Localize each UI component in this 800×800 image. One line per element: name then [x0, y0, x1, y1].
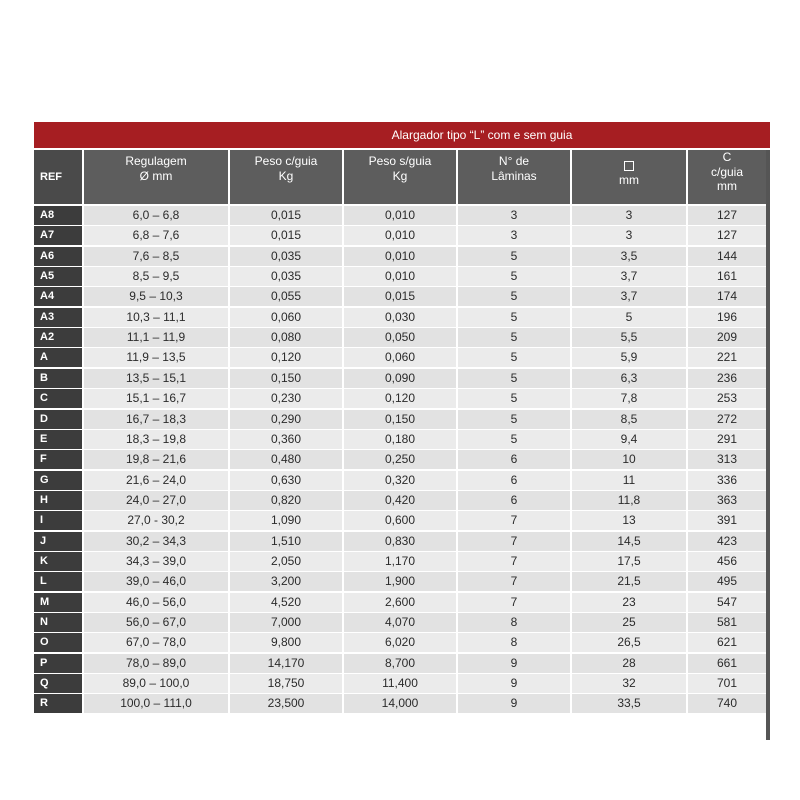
ref-cell: Q — [34, 674, 82, 693]
table-row — [34, 287, 770, 306]
ref-cell: K — [34, 552, 82, 571]
laminas-cell: 7 — [458, 552, 570, 571]
peso-com-guia-cell: 0,290 — [230, 410, 342, 429]
table-row — [34, 593, 770, 612]
square-outline-icon — [572, 158, 686, 173]
quadrado-cell: 5,9 — [572, 348, 686, 367]
quadrado-cell: 13 — [572, 511, 686, 530]
ref-cell: A — [34, 348, 82, 367]
table-row — [34, 654, 770, 673]
quadrado-cell: 28 — [572, 654, 686, 673]
peso-com-guia-cell: 23,500 — [230, 694, 342, 713]
ref-cell: L — [34, 572, 82, 591]
regulagem-cell: 18,3 – 19,8 — [84, 430, 228, 449]
c-guia-cell: 661 — [688, 654, 766, 673]
ref-cell: I — [34, 511, 82, 530]
table-row — [34, 674, 770, 693]
header-c-line3: mm — [717, 179, 737, 193]
table-row — [34, 613, 770, 632]
header-c — [688, 150, 766, 204]
peso-sem-guia-cell: 0,010 — [344, 206, 456, 225]
peso-sem-guia-cell: 14,000 — [344, 694, 456, 713]
laminas-cell: 6 — [458, 491, 570, 510]
table-row — [34, 369, 770, 388]
laminas-cell: 5 — [458, 389, 570, 408]
quadrado-cell: 33,5 — [572, 694, 686, 713]
peso-sem-guia-cell: 8,700 — [344, 654, 456, 673]
peso-com-guia-cell: 14,170 — [230, 654, 342, 673]
quadrado-cell: 25 — [572, 613, 686, 632]
table-row — [34, 430, 770, 449]
ref-cell: A8 — [34, 206, 82, 225]
table-row — [34, 267, 770, 286]
laminas-cell: 5 — [458, 328, 570, 347]
peso-com-guia-cell: 0,360 — [230, 430, 342, 449]
peso-com-guia-cell: 9,800 — [230, 633, 342, 652]
c-guia-cell: 423 — [688, 532, 766, 551]
peso-com-guia-cell: 1,090 — [230, 511, 342, 530]
laminas-cell: 5 — [458, 267, 570, 286]
peso-com-guia-cell: 0,060 — [230, 308, 342, 327]
quadrado-cell: 6,3 — [572, 369, 686, 388]
ref-cell: J — [34, 532, 82, 551]
quadrado-cell: 21,5 — [572, 572, 686, 591]
c-guia-cell: 313 — [688, 450, 766, 469]
header-quadrado-unit: mm — [619, 172, 639, 187]
regulagem-cell: 78,0 – 89,0 — [84, 654, 228, 673]
c-guia-cell: 363 — [688, 491, 766, 510]
regulagem-cell: 6,8 – 7,6 — [84, 226, 228, 245]
peso-sem-guia-cell: 11,400 — [344, 674, 456, 693]
ref-cell: G — [34, 471, 82, 490]
quadrado-cell: 17,5 — [572, 552, 686, 571]
header-regulagem-line2: Ø mm — [139, 168, 173, 183]
peso-sem-guia-cell: 0,010 — [344, 247, 456, 266]
regulagem-cell: 34,3 – 39,0 — [84, 552, 228, 571]
c-guia-cell: 253 — [688, 389, 766, 408]
regulagem-cell: 16,7 – 18,3 — [84, 410, 228, 429]
header-peso-sem-line2: Kg — [392, 168, 408, 183]
quadrado-cell: 5 — [572, 308, 686, 327]
laminas-cell: 5 — [458, 430, 570, 449]
header-regulagem — [84, 150, 228, 204]
quadrado-cell: 3 — [572, 226, 686, 245]
table-row — [34, 552, 770, 571]
c-guia-cell: 740 — [688, 694, 766, 713]
ref-cell: R — [34, 694, 82, 713]
regulagem-cell: 30,2 – 34,3 — [84, 532, 228, 551]
c-guia-cell: 127 — [688, 206, 766, 225]
ref-cell: A7 — [34, 226, 82, 245]
peso-sem-guia-cell: 0,830 — [344, 532, 456, 551]
header-c-line2: c/guia — [710, 164, 744, 179]
peso-sem-guia-cell: 2,600 — [344, 593, 456, 612]
peso-com-guia-cell: 0,120 — [230, 348, 342, 367]
laminas-cell: 9 — [458, 674, 570, 693]
laminas-cell: 8 — [458, 613, 570, 632]
peso-com-guia-cell: 0,055 — [230, 287, 342, 306]
peso-sem-guia-cell: 0,060 — [344, 348, 456, 367]
ref-cell: H — [34, 491, 82, 510]
regulagem-cell: 9,5 – 10,3 — [84, 287, 228, 306]
header-quadrado — [572, 150, 686, 204]
c-guia-cell: 272 — [688, 410, 766, 429]
laminas-cell: 6 — [458, 450, 570, 469]
ref-cell: P — [34, 654, 82, 673]
laminas-cell: 5 — [458, 287, 570, 306]
peso-com-guia-cell: 0,035 — [230, 267, 342, 286]
c-guia-cell: 209 — [688, 328, 766, 347]
peso-sem-guia-cell: 0,030 — [344, 308, 456, 327]
quadrado-cell: 3,7 — [572, 267, 686, 286]
table-title: Alargador tipo “L” com e sem guia — [391, 128, 573, 142]
table-row — [34, 471, 770, 490]
regulagem-cell: 39,0 – 46,0 — [84, 572, 228, 591]
peso-sem-guia-cell: 1,170 — [344, 552, 456, 571]
peso-sem-guia-cell: 0,090 — [344, 369, 456, 388]
c-guia-cell: 391 — [688, 511, 766, 530]
peso-sem-guia-cell: 0,010 — [344, 226, 456, 245]
regulagem-cell: 8,5 – 9,5 — [84, 267, 228, 286]
peso-com-guia-cell: 2,050 — [230, 552, 342, 571]
regulagem-cell: 89,0 – 100,0 — [84, 674, 228, 693]
regulagem-cell: 56,0 – 67,0 — [84, 613, 228, 632]
ref-cell: A4 — [34, 287, 82, 306]
quadrado-cell: 5,5 — [572, 328, 686, 347]
peso-sem-guia-cell: 1,900 — [344, 572, 456, 591]
peso-com-guia-cell: 7,000 — [230, 613, 342, 632]
table-row — [34, 226, 770, 245]
header-ref: REF — [34, 150, 82, 204]
table-title-bar — [34, 122, 770, 148]
header-peso-com-line2: Kg — [278, 168, 294, 183]
peso-com-guia-cell: 0,820 — [230, 491, 342, 510]
peso-sem-guia-cell: 4,070 — [344, 613, 456, 632]
regulagem-cell: 24,0 – 27,0 — [84, 491, 228, 510]
peso-sem-guia-cell: 6,020 — [344, 633, 456, 652]
laminas-cell: 5 — [458, 410, 570, 429]
quadrado-cell: 32 — [572, 674, 686, 693]
c-guia-cell: 174 — [688, 287, 766, 306]
ref-cell: C — [34, 389, 82, 408]
c-guia-cell: 456 — [688, 552, 766, 571]
quadrado-cell: 14,5 — [572, 532, 686, 551]
header-regulagem-line1: Regulagem — [125, 154, 187, 168]
c-guia-cell: 495 — [688, 572, 766, 591]
peso-com-guia-cell: 0,035 — [230, 247, 342, 266]
laminas-cell: 7 — [458, 532, 570, 551]
quadrado-cell: 10 — [572, 450, 686, 469]
laminas-cell: 6 — [458, 471, 570, 490]
peso-com-guia-cell: 0,015 — [230, 206, 342, 225]
table-row — [34, 206, 770, 225]
regulagem-cell: 10,3 – 11,1 — [84, 308, 228, 327]
table-row — [34, 491, 770, 510]
peso-com-guia-cell: 0,630 — [230, 471, 342, 490]
table-right-edge — [766, 150, 770, 740]
regulagem-cell: 13,5 – 15,1 — [84, 369, 228, 388]
peso-sem-guia-cell: 0,420 — [344, 491, 456, 510]
quadrado-cell: 3,5 — [572, 247, 686, 266]
header-peso-sem-line1: Peso s/guia — [368, 154, 432, 168]
regulagem-cell: 27,0 - 30,2 — [84, 511, 228, 530]
regulagem-cell: 100,0 – 111,0 — [84, 694, 228, 713]
ref-cell: F — [34, 450, 82, 469]
laminas-cell: 9 — [458, 694, 570, 713]
table-row — [34, 511, 770, 530]
peso-com-guia-cell: 0,480 — [230, 450, 342, 469]
quadrado-cell: 26,5 — [572, 633, 686, 652]
peso-com-guia-cell: 0,080 — [230, 328, 342, 347]
quadrado-cell: 23 — [572, 593, 686, 612]
peso-sem-guia-cell: 0,250 — [344, 450, 456, 469]
table-row — [34, 328, 770, 347]
peso-com-guia-cell: 0,150 — [230, 369, 342, 388]
ref-cell: O — [34, 633, 82, 652]
ref-cell: A2 — [34, 328, 82, 347]
laminas-cell: 5 — [458, 348, 570, 367]
header-peso-sem-guia — [344, 150, 456, 204]
quadrado-cell: 11,8 — [572, 491, 686, 510]
c-guia-cell: 291 — [688, 430, 766, 449]
peso-sem-guia-cell: 0,050 — [344, 328, 456, 347]
header-peso-com-line1: Peso c/guia — [254, 154, 318, 168]
regulagem-cell: 67,0 – 78,0 — [84, 633, 228, 652]
c-guia-cell: 196 — [688, 308, 766, 327]
peso-sem-guia-cell: 0,015 — [344, 287, 456, 306]
ref-cell: A3 — [34, 308, 82, 327]
ref-cell: A6 — [34, 247, 82, 266]
regulagem-cell: 11,9 – 13,5 — [84, 348, 228, 367]
ref-cell: A5 — [34, 267, 82, 286]
table-row — [34, 247, 770, 266]
c-guia-cell: 336 — [688, 471, 766, 490]
header-c-line1: C — [722, 150, 732, 164]
regulagem-cell: 21,6 – 24,0 — [84, 471, 228, 490]
laminas-cell: 7 — [458, 593, 570, 612]
table-row — [34, 694, 770, 713]
regulagem-cell: 15,1 – 16,7 — [84, 389, 228, 408]
peso-com-guia-cell: 18,750 — [230, 674, 342, 693]
c-guia-cell: 127 — [688, 226, 766, 245]
peso-sem-guia-cell: 0,120 — [344, 389, 456, 408]
c-guia-cell: 621 — [688, 633, 766, 652]
peso-sem-guia-cell: 0,150 — [344, 410, 456, 429]
ref-cell: D — [34, 410, 82, 429]
peso-sem-guia-cell: 0,180 — [344, 430, 456, 449]
laminas-cell: 9 — [458, 654, 570, 673]
table-row — [34, 348, 770, 367]
laminas-cell: 3 — [458, 226, 570, 245]
peso-sem-guia-cell: 0,600 — [344, 511, 456, 530]
peso-sem-guia-cell: 0,320 — [344, 471, 456, 490]
header-laminas-line2: Lâminas — [491, 168, 537, 183]
peso-com-guia-cell: 0,230 — [230, 389, 342, 408]
laminas-cell: 8 — [458, 633, 570, 652]
c-guia-cell: 701 — [688, 674, 766, 693]
quadrado-cell: 8,5 — [572, 410, 686, 429]
quadrado-cell: 7,8 — [572, 389, 686, 408]
header-peso-com-guia — [230, 150, 342, 204]
laminas-cell: 3 — [458, 206, 570, 225]
c-guia-cell: 236 — [688, 369, 766, 388]
peso-com-guia-cell: 1,510 — [230, 532, 342, 551]
table-row — [34, 308, 770, 327]
table-row — [34, 410, 770, 429]
regulagem-cell: 6,0 – 6,8 — [84, 206, 228, 225]
c-guia-cell: 547 — [688, 593, 766, 612]
table-row — [34, 532, 770, 551]
peso-com-guia-cell: 4,520 — [230, 593, 342, 612]
regulagem-cell: 11,1 – 11,9 — [84, 328, 228, 347]
header-laminas-line1: N° de — [498, 154, 530, 168]
peso-com-guia-cell: 0,015 — [230, 226, 342, 245]
table-header-row — [34, 150, 770, 204]
quadrado-cell: 3,7 — [572, 287, 686, 306]
table-row — [34, 572, 770, 591]
peso-sem-guia-cell: 0,010 — [344, 267, 456, 286]
ref-cell: N — [34, 613, 82, 632]
ref-cell: B — [34, 369, 82, 388]
laminas-cell: 5 — [458, 369, 570, 388]
table-row — [34, 633, 770, 652]
table-row — [34, 389, 770, 408]
quadrado-cell: 9,4 — [572, 430, 686, 449]
quadrado-cell: 3 — [572, 206, 686, 225]
regulagem-cell: 46,0 – 56,0 — [84, 593, 228, 612]
table-row — [34, 450, 770, 469]
quadrado-cell: 11 — [572, 471, 686, 490]
c-guia-cell: 161 — [688, 267, 766, 286]
ref-cell: E — [34, 430, 82, 449]
regulagem-cell: 7,6 – 8,5 — [84, 247, 228, 266]
peso-com-guia-cell: 3,200 — [230, 572, 342, 591]
regulagem-cell: 19,8 – 21,6 — [84, 450, 228, 469]
header-laminas — [458, 150, 570, 204]
c-guia-cell: 221 — [688, 348, 766, 367]
laminas-cell: 7 — [458, 511, 570, 530]
laminas-cell: 5 — [458, 247, 570, 266]
laminas-cell: 5 — [458, 308, 570, 327]
c-guia-cell: 144 — [688, 247, 766, 266]
c-guia-cell: 581 — [688, 613, 766, 632]
ref-cell: M — [34, 593, 82, 612]
laminas-cell: 7 — [458, 572, 570, 591]
